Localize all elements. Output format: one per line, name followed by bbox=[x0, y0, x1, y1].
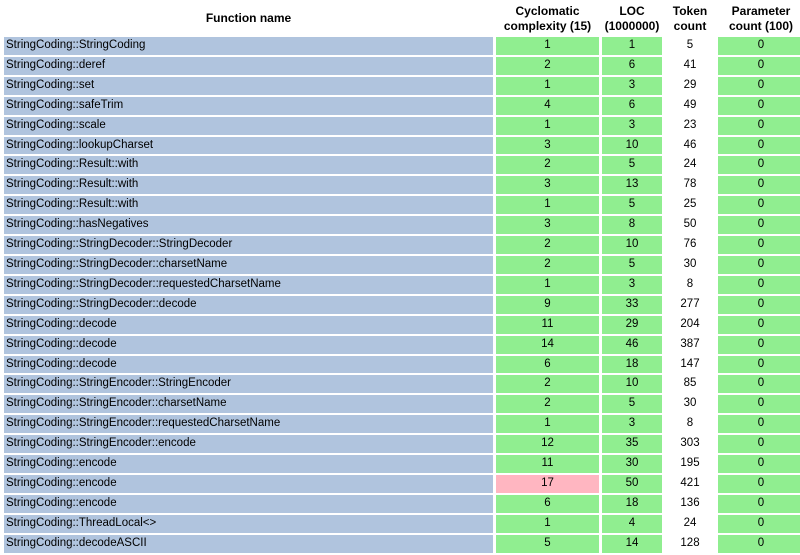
parameter-count-cell: 0 bbox=[718, 535, 800, 553]
cyclomatic-complexity-cell: 6 bbox=[496, 495, 599, 513]
parameter-count-cell: 0 bbox=[718, 435, 800, 453]
table-body bbox=[4, 37, 800, 553]
cyclomatic-complexity-cell: 1 bbox=[496, 117, 599, 135]
parameter-count-cell: 0 bbox=[718, 176, 800, 194]
table-row[interactable] bbox=[4, 296, 800, 314]
function-name-cell[interactable]: StringCoding::deref bbox=[4, 57, 493, 75]
header-function-name-label: Function name bbox=[205, 11, 292, 25]
function-name-cell[interactable]: StringCoding::StringDecoder::StringDecoder bbox=[4, 236, 493, 254]
table-row[interactable] bbox=[4, 375, 800, 393]
header-token-line2: count bbox=[673, 18, 707, 33]
loc-cell: 3 bbox=[602, 276, 662, 294]
table-row[interactable] bbox=[4, 117, 800, 135]
parameter-count-cell: 0 bbox=[718, 375, 800, 393]
table-row[interactable] bbox=[4, 515, 800, 533]
parameter-count-cell: 0 bbox=[718, 336, 800, 354]
header-token-line1: Token bbox=[672, 3, 708, 18]
header-loc-line1: LOC bbox=[619, 3, 645, 18]
header-cyclomatic-complexity[interactable] bbox=[496, 2, 599, 35]
loc-cell: 4 bbox=[602, 515, 662, 533]
parameter-count-cell: 0 bbox=[718, 296, 800, 314]
table-row[interactable] bbox=[4, 276, 800, 294]
header-param-line1: Parameter bbox=[731, 3, 791, 18]
parameter-count-cell: 0 bbox=[718, 415, 800, 433]
header-token-count[interactable] bbox=[665, 2, 715, 35]
parameter-count-cell: 0 bbox=[718, 475, 800, 493]
header-parameter-count[interactable] bbox=[718, 2, 800, 35]
loc-cell: 5 bbox=[602, 256, 662, 274]
cyclomatic-complexity-cell: 3 bbox=[496, 176, 599, 194]
function-name-cell[interactable]: StringCoding::Result::with bbox=[4, 176, 493, 194]
loc-cell: 29 bbox=[602, 316, 662, 334]
parameter-count-cell: 0 bbox=[718, 356, 800, 374]
table-row[interactable] bbox=[4, 37, 800, 55]
token-count-cell: 46 bbox=[665, 137, 715, 155]
table-row[interactable] bbox=[4, 316, 800, 334]
loc-cell: 35 bbox=[602, 435, 662, 453]
function-name-cell[interactable]: StringCoding::encode bbox=[4, 455, 493, 473]
loc-cell: 30 bbox=[602, 455, 662, 473]
parameter-count-cell: 0 bbox=[718, 216, 800, 234]
function-name-cell[interactable]: StringCoding::StringEncoder::encode bbox=[4, 435, 493, 453]
table-row[interactable] bbox=[4, 495, 800, 513]
token-count-cell: 24 bbox=[665, 156, 715, 174]
table-row[interactable] bbox=[4, 535, 800, 553]
parameter-count-cell: 0 bbox=[718, 455, 800, 473]
table-row[interactable] bbox=[4, 256, 800, 274]
cyclomatic-complexity-cell: 2 bbox=[496, 236, 599, 254]
token-count-cell: 49 bbox=[665, 97, 715, 115]
token-count-cell: 204 bbox=[665, 316, 715, 334]
parameter-count-cell: 0 bbox=[718, 495, 800, 513]
token-count-cell: 24 bbox=[665, 515, 715, 533]
table-row[interactable] bbox=[4, 415, 800, 433]
loc-cell: 5 bbox=[602, 395, 662, 413]
function-name-cell[interactable]: StringCoding::StringDecoder::charsetName bbox=[4, 256, 493, 274]
function-name-cell[interactable]: StringCoding::ThreadLocal<> bbox=[4, 515, 493, 533]
cyclomatic-complexity-cell: 2 bbox=[496, 395, 599, 413]
function-name-cell[interactable]: StringCoding::decode bbox=[4, 356, 493, 374]
token-count-cell: 5 bbox=[665, 37, 715, 55]
parameter-count-cell: 0 bbox=[718, 97, 800, 115]
loc-cell: 5 bbox=[602, 156, 662, 174]
token-count-cell: 29 bbox=[665, 77, 715, 95]
header-function-name[interactable] bbox=[4, 2, 493, 35]
loc-cell: 6 bbox=[602, 57, 662, 75]
table-row[interactable] bbox=[4, 57, 800, 75]
cyclomatic-complexity-cell: 14 bbox=[496, 336, 599, 354]
loc-cell: 33 bbox=[602, 296, 662, 314]
function-name-cell[interactable]: StringCoding::StringCoding bbox=[4, 37, 493, 55]
token-count-cell: 147 bbox=[665, 356, 715, 374]
function-name-cell[interactable]: StringCoding::encode bbox=[4, 495, 493, 513]
table-row[interactable] bbox=[4, 156, 800, 174]
cyclomatic-complexity-cell: 2 bbox=[496, 375, 599, 393]
token-count-cell: 303 bbox=[665, 435, 715, 453]
cyclomatic-complexity-cell: 5 bbox=[496, 535, 599, 553]
parameter-count-cell: 0 bbox=[718, 37, 800, 55]
loc-cell: 46 bbox=[602, 336, 662, 354]
token-count-cell: 128 bbox=[665, 535, 715, 553]
function-name-cell[interactable]: StringCoding::StringDecoder::decode bbox=[4, 296, 493, 314]
table-row[interactable] bbox=[4, 356, 800, 374]
token-count-cell: 76 bbox=[665, 236, 715, 254]
function-name-cell[interactable]: StringCoding::StringEncoder::charsetName bbox=[4, 395, 493, 413]
function-name-cell[interactable]: StringCoding::decode bbox=[4, 336, 493, 354]
table-row[interactable] bbox=[4, 97, 800, 115]
metrics-table bbox=[1, 0, 800, 555]
loc-cell: 6 bbox=[602, 97, 662, 115]
function-name-cell[interactable]: StringCoding::safeTrim bbox=[4, 97, 493, 115]
parameter-count-cell: 0 bbox=[718, 316, 800, 334]
table-row[interactable] bbox=[4, 216, 800, 234]
parameter-count-cell: 0 bbox=[718, 77, 800, 95]
cyclomatic-complexity-cell: 11 bbox=[496, 455, 599, 473]
cyclomatic-complexity-cell: 17 bbox=[496, 475, 599, 493]
loc-cell: 3 bbox=[602, 77, 662, 95]
token-count-cell: 8 bbox=[665, 276, 715, 294]
table-row[interactable] bbox=[4, 395, 800, 413]
token-count-cell: 25 bbox=[665, 196, 715, 214]
function-name-cell[interactable]: StringCoding::StringDecoder::requestedCharsetName bbox=[4, 276, 493, 294]
token-count-cell: 421 bbox=[665, 475, 715, 493]
parameter-count-cell: 0 bbox=[718, 256, 800, 274]
cyclomatic-complexity-cell: 12 bbox=[496, 435, 599, 453]
token-count-cell: 78 bbox=[665, 176, 715, 194]
cyclomatic-complexity-cell: 1 bbox=[496, 515, 599, 533]
table-row[interactable] bbox=[4, 137, 800, 155]
parameter-count-cell: 0 bbox=[718, 395, 800, 413]
loc-cell: 1 bbox=[602, 37, 662, 55]
function-name-cell[interactable]: StringCoding::scale bbox=[4, 117, 493, 135]
parameter-count-cell: 0 bbox=[718, 515, 800, 533]
cyclomatic-complexity-cell: 2 bbox=[496, 57, 599, 75]
function-name-cell[interactable]: StringCoding::hasNegatives bbox=[4, 216, 493, 234]
token-count-cell: 85 bbox=[665, 375, 715, 393]
function-name-cell[interactable]: StringCoding::set bbox=[4, 77, 493, 95]
table-row[interactable] bbox=[4, 196, 800, 214]
cyclomatic-complexity-cell: 4 bbox=[496, 97, 599, 115]
table-row[interactable] bbox=[4, 475, 800, 493]
cyclomatic-complexity-cell: 6 bbox=[496, 356, 599, 374]
table-row[interactable] bbox=[4, 455, 800, 473]
loc-cell: 3 bbox=[602, 117, 662, 135]
token-count-cell: 41 bbox=[665, 57, 715, 75]
function-name-cell[interactable]: StringCoding::Result::with bbox=[4, 196, 493, 214]
cyclomatic-complexity-cell: 9 bbox=[496, 296, 599, 314]
header-cyclomatic-line1: Cyclomatic bbox=[515, 3, 580, 18]
loc-cell: 10 bbox=[602, 375, 662, 393]
cyclomatic-complexity-cell: 2 bbox=[496, 256, 599, 274]
loc-cell: 10 bbox=[602, 137, 662, 155]
token-count-cell: 136 bbox=[665, 495, 715, 513]
loc-cell: 8 bbox=[602, 216, 662, 234]
loc-cell: 3 bbox=[602, 415, 662, 433]
table-row[interactable] bbox=[4, 176, 800, 194]
header-loc-line2: (1000000) bbox=[604, 18, 660, 33]
cyclomatic-complexity-cell: 3 bbox=[496, 137, 599, 155]
token-count-cell: 50 bbox=[665, 216, 715, 234]
function-name-cell[interactable]: StringCoding::Result::with bbox=[4, 156, 493, 174]
token-count-cell: 387 bbox=[665, 336, 715, 354]
cyclomatic-complexity-cell: 1 bbox=[496, 196, 599, 214]
table-row[interactable] bbox=[4, 236, 800, 254]
header-loc[interactable] bbox=[602, 2, 662, 35]
token-count-cell: 23 bbox=[665, 117, 715, 135]
header-param-line2: count (100) bbox=[728, 18, 793, 33]
cyclomatic-complexity-cell: 3 bbox=[496, 216, 599, 234]
loc-cell: 50 bbox=[602, 475, 662, 493]
header-row bbox=[4, 2, 800, 35]
token-count-cell: 277 bbox=[665, 296, 715, 314]
header-cyclomatic-line2: complexity (15) bbox=[503, 18, 592, 33]
parameter-count-cell: 0 bbox=[718, 196, 800, 214]
function-name-cell[interactable]: StringCoding::decodeASCII bbox=[4, 535, 493, 553]
parameter-count-cell: 0 bbox=[718, 236, 800, 254]
parameter-count-cell: 0 bbox=[718, 137, 800, 155]
parameter-count-cell: 0 bbox=[718, 57, 800, 75]
loc-cell: 14 bbox=[602, 535, 662, 553]
function-name-cell[interactable]: StringCoding::StringEncoder::requestedCharsetName bbox=[4, 415, 493, 433]
function-name-cell[interactable]: StringCoding::decode bbox=[4, 316, 493, 334]
table-row[interactable] bbox=[4, 77, 800, 95]
token-count-cell: 30 bbox=[665, 395, 715, 413]
table-row[interactable] bbox=[4, 336, 800, 354]
cyclomatic-complexity-cell: 1 bbox=[496, 415, 599, 433]
cyclomatic-complexity-cell: 11 bbox=[496, 316, 599, 334]
cyclomatic-complexity-cell: 1 bbox=[496, 77, 599, 95]
parameter-count-cell: 0 bbox=[718, 276, 800, 294]
parameter-count-cell: 0 bbox=[718, 156, 800, 174]
loc-cell: 18 bbox=[602, 495, 662, 513]
function-name-cell[interactable]: StringCoding::encode bbox=[4, 475, 493, 493]
cyclomatic-complexity-cell: 1 bbox=[496, 37, 599, 55]
table-row[interactable] bbox=[4, 435, 800, 453]
loc-cell: 10 bbox=[602, 236, 662, 254]
token-count-cell: 30 bbox=[665, 256, 715, 274]
token-count-cell: 8 bbox=[665, 415, 715, 433]
cyclomatic-complexity-cell: 2 bbox=[496, 156, 599, 174]
function-name-cell[interactable]: StringCoding::StringEncoder::StringEncoder bbox=[4, 375, 493, 393]
function-name-cell[interactable]: StringCoding::lookupCharset bbox=[4, 137, 493, 155]
token-count-cell: 195 bbox=[665, 455, 715, 473]
loc-cell: 13 bbox=[602, 176, 662, 194]
cyclomatic-complexity-cell: 1 bbox=[496, 276, 599, 294]
loc-cell: 5 bbox=[602, 196, 662, 214]
parameter-count-cell: 0 bbox=[718, 117, 800, 135]
loc-cell: 18 bbox=[602, 356, 662, 374]
